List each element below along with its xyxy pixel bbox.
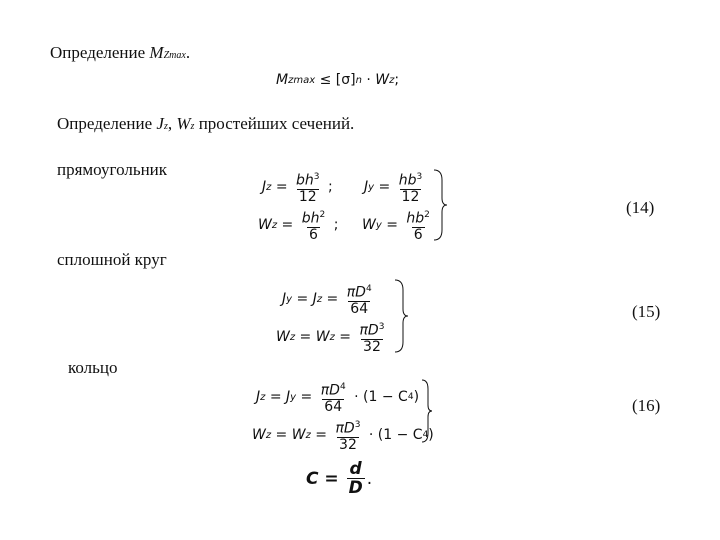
label-solid-circle: сплошной круг [57, 250, 167, 269]
heading-m-zmax: Определение MZmax. [50, 43, 191, 62]
equation-number-14: (14) [626, 198, 655, 217]
formula-ring-c: C = $\frac{d}{D}$ . [306, 459, 373, 498]
brace-circle [393, 278, 409, 354]
strength-condition-formula: M zmax ≤ [σ] n · W z ; [276, 72, 400, 88]
formula-rect-wz: W z = $\frac{bh^2}{6}$ ; [258, 210, 339, 243]
label-rectangle: прямоугольник [57, 160, 168, 179]
formula-rect-jz: J z = $\frac{bh^3}{12}$ ; [262, 172, 333, 205]
formula-rect-jy: J y = $\frac{hb^3}{12}$ [364, 172, 423, 205]
formula-circle-j: J y = J z = $\frac{\pi D^4}{64}$ [282, 284, 372, 317]
formula-ring-w: W z = W z = $\frac{\pi D^3}{32}$ · (1 − C 4 ) [252, 420, 434, 453]
brace-ring [420, 378, 434, 444]
label-ring: кольцо [68, 358, 118, 377]
equation-number-16: (16) [632, 396, 661, 415]
formula-circle-w: W z = W z = $\frac{\pi D^3}{32}$ [276, 322, 385, 355]
brace-rect [432, 168, 448, 242]
heading-jz-wz: Определение Jz, Wz простейших сечений. [57, 114, 355, 133]
equation-number-15: (15) [632, 302, 661, 321]
formula-ring-j: J z = J y = $\frac{\pi D^4}{64}$ · (1 − C 4 ) [256, 382, 420, 415]
formula-rect-wy: W y = $\frac{hb^2}{6}$ [362, 210, 430, 243]
